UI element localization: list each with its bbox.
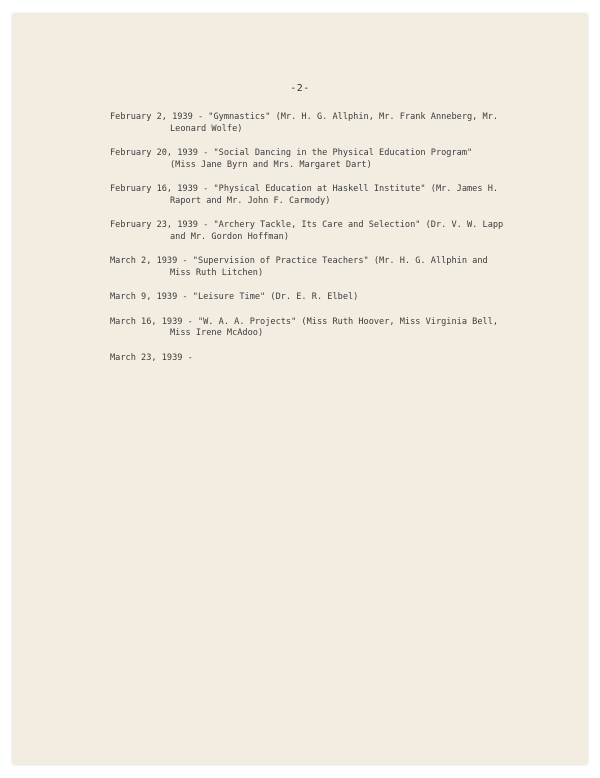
page-number: -2- — [290, 83, 310, 94]
schedule-entry-4 — [110, 220, 550, 243]
schedule-entry-8 — [110, 353, 550, 365]
entry-line-continued: and Mr. Gordon Hoffman) — [170, 231, 289, 242]
schedule-list — [110, 112, 550, 377]
document-page — [13, 14, 587, 764]
entry-line-continued: Miss Ruth Litchen) — [170, 267, 264, 278]
entry-line-continued: Miss Irene McAdoo) — [170, 328, 264, 338]
schedule-entry-1 — [110, 112, 550, 135]
entry-line: February 20, 1939 - "Social Dancing in the Physical Education Program" — [110, 148, 473, 158]
entry-line-continued: Leonard Wolfe) — [170, 123, 243, 134]
entry-line: March 16, 1939 - "W. A. A. Projects" (Miss Ruth Hoover, Miss Virginia Bell, — [110, 316, 499, 327]
schedule-entry-5 — [110, 256, 550, 279]
schedule-entry-3 — [110, 184, 550, 207]
entry-line-continued: (Miss Jane Byrn and Mrs. Margaret Dart) — [170, 159, 372, 170]
entry-line: February 23, 1939 - "Archery Tackle, Its Care and Selection" (Dr. V. W. Lapp — [110, 220, 504, 230]
schedule-entry-7 — [110, 317, 550, 340]
entry-line: March 9, 1939 - "Leisure Time" (Dr. E. R. Elbel) — [110, 292, 359, 302]
entry-line: February 16, 1939 - "Physical Education at Haskell Institute" (Mr. James H. — [110, 184, 499, 194]
entry-line: March 2, 1939 - "Supervision of Practice Teachers" (Mr. H. G. Allphin and — [110, 256, 488, 266]
schedule-entry-2 — [110, 148, 550, 171]
entry-line-continued: Raport and Mr. John F. Carmody) — [170, 195, 331, 206]
schedule-entry-6 — [110, 292, 550, 304]
entry-line: March 23, 1939 - — [110, 352, 193, 363]
entry-line: February 2, 1939 - "Gymnastics" (Mr. H. G. Allphin, Mr. Frank Anneberg, Mr. — [110, 112, 499, 122]
